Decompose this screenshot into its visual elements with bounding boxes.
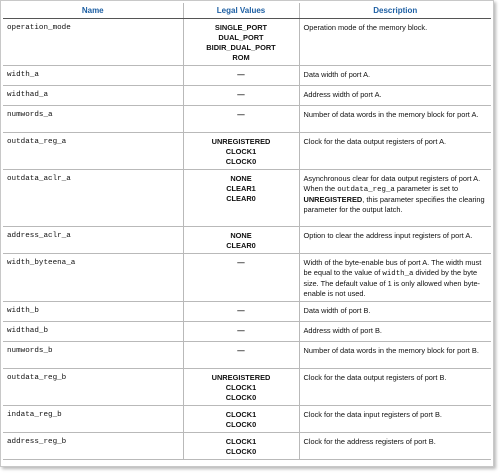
parameter-name: address_reg_b <box>3 433 183 460</box>
legal-value: — <box>237 258 245 267</box>
description-text: Address width of port B. <box>303 326 382 335</box>
description-cell <box>299 66 491 86</box>
legal-values-cell <box>183 106 299 133</box>
description-text: Operation mode of the memory block. <box>303 23 428 32</box>
legal-values-cell <box>183 406 299 433</box>
legal-values-cell <box>183 133 299 170</box>
description-text: divided by the byte size. The default value of 1 is only allowed when byte-enable is not used. <box>303 268 481 298</box>
table-row <box>3 254 491 302</box>
table-row <box>3 227 491 254</box>
legal-value: DUAL_PORT <box>218 33 264 42</box>
legal-value: — <box>237 306 245 315</box>
parameter-name: width_a <box>3 66 183 86</box>
legal-value: ROM <box>232 53 250 62</box>
description-text: Asynchronous clear for data output registers of port A. When the <box>303 174 481 193</box>
legal-value: CLOCK0 <box>225 447 257 456</box>
parameter-name: address_aclr_a <box>3 227 183 254</box>
description-cell <box>299 406 491 433</box>
description-text: Address width of port A. <box>303 90 382 99</box>
legal-values-cell <box>183 254 299 302</box>
description-cell <box>299 106 491 133</box>
legal-value: CLOCK0 <box>225 393 257 402</box>
legal-value: CLEAR0 <box>226 241 256 250</box>
legal-value: — <box>237 90 245 99</box>
description-cell <box>299 369 491 406</box>
description-text: parameter is set to <box>394 184 459 193</box>
legal-value: BIDIR_DUAL_PORT <box>206 43 276 52</box>
table-row <box>3 433 491 460</box>
parameter-name: outdata_aclr_a <box>3 170 183 227</box>
description-cell <box>299 86 491 106</box>
description-text: Width of the byte-enable bus of port A. The width must be equal to the value of <box>303 258 482 277</box>
header-legal-values: Legal Values <box>183 3 299 19</box>
table-row <box>3 19 491 66</box>
parameter-name: width_byteena_a <box>3 254 183 302</box>
legal-value: CLEAR0 <box>226 194 256 203</box>
inline-code: outdata_reg_a <box>337 186 395 194</box>
table-row <box>3 406 491 433</box>
legal-values-cell <box>183 322 299 342</box>
table-row <box>3 133 491 170</box>
legal-values-cell <box>183 66 299 86</box>
legal-value: NONE <box>230 231 252 240</box>
description-text: Number of data words in the memory block for port A. <box>303 110 479 119</box>
legal-value: CLOCK0 <box>225 157 257 166</box>
description-cell <box>299 342 491 369</box>
legal-value: CLOCK1 <box>225 437 257 446</box>
legal-value: — <box>237 326 245 335</box>
table-row <box>3 369 491 406</box>
table-body <box>3 19 491 460</box>
legal-values-cell <box>183 86 299 106</box>
table-row <box>3 322 491 342</box>
description-text: Data width of port A. <box>303 70 371 79</box>
legal-value: SINGLE_PORT <box>214 23 268 32</box>
parameter-name: widthad_a <box>3 86 183 106</box>
header-description: Description <box>299 3 491 19</box>
description-cell <box>299 133 491 170</box>
description-cell <box>299 254 491 302</box>
description-cell <box>299 433 491 460</box>
parameter-table <box>3 3 491 460</box>
legal-values-cell <box>183 433 299 460</box>
table-row <box>3 302 491 322</box>
legal-value: CLOCK1 <box>225 410 257 419</box>
legal-value: CLOCK0 <box>225 420 257 429</box>
legal-value: NONE <box>230 174 252 183</box>
legal-values-cell <box>183 170 299 227</box>
legal-values-cell <box>183 369 299 406</box>
legal-value: — <box>237 346 245 355</box>
description-text: , this parameter specifies the clearing parameter for the output latch. <box>303 195 485 214</box>
description-text: Option to clear the address input registers of port A. <box>303 231 473 240</box>
legal-value: CLOCK1 <box>225 147 257 156</box>
description-text: Clock for the data input registers of port B. <box>303 410 442 419</box>
parameter-name: numwords_a <box>3 106 183 133</box>
parameter-name: widthad_b <box>3 322 183 342</box>
parameter-name: outdata_reg_b <box>3 369 183 406</box>
description-cell <box>299 170 491 227</box>
parameter-name: width_b <box>3 302 183 322</box>
inline-code: width_a <box>382 270 414 278</box>
table-header-row <box>3 3 491 19</box>
parameter-name: indata_reg_b <box>3 406 183 433</box>
parameter-name: operation_mode <box>3 19 183 66</box>
legal-values-cell <box>183 227 299 254</box>
description-text: Data width of port B. <box>303 306 371 315</box>
parameter-name: numwords_b <box>3 342 183 369</box>
header-name: Name <box>3 3 183 19</box>
description-text: Number of data words in the memory block for port B. <box>303 346 479 355</box>
table-row <box>3 106 491 133</box>
table-row <box>3 86 491 106</box>
description-cell <box>299 302 491 322</box>
description-cell <box>299 19 491 66</box>
legal-values-cell <box>183 19 299 66</box>
legal-value: CLOCK1 <box>225 383 257 392</box>
legal-values-cell <box>183 302 299 322</box>
legal-value: UNREGISTERED <box>211 373 271 382</box>
table-row <box>3 342 491 369</box>
table-row <box>3 170 491 227</box>
description-cell <box>299 322 491 342</box>
description-text: Clock for the data output registers of port A. <box>303 137 447 146</box>
description-cell <box>299 227 491 254</box>
table-row <box>3 66 491 86</box>
bold-text: UNREGISTERED <box>303 195 363 204</box>
legal-value: — <box>237 70 245 79</box>
legal-value: CLEAR1 <box>226 184 256 193</box>
description-text: Clock for the address registers of port B. <box>303 437 436 446</box>
legal-value: — <box>237 110 245 119</box>
description-text: Clock for the data output registers of port B. <box>303 373 447 382</box>
legal-value: UNREGISTERED <box>211 137 271 146</box>
legal-values-cell <box>183 342 299 369</box>
parameter-name: outdata_reg_a <box>3 133 183 170</box>
